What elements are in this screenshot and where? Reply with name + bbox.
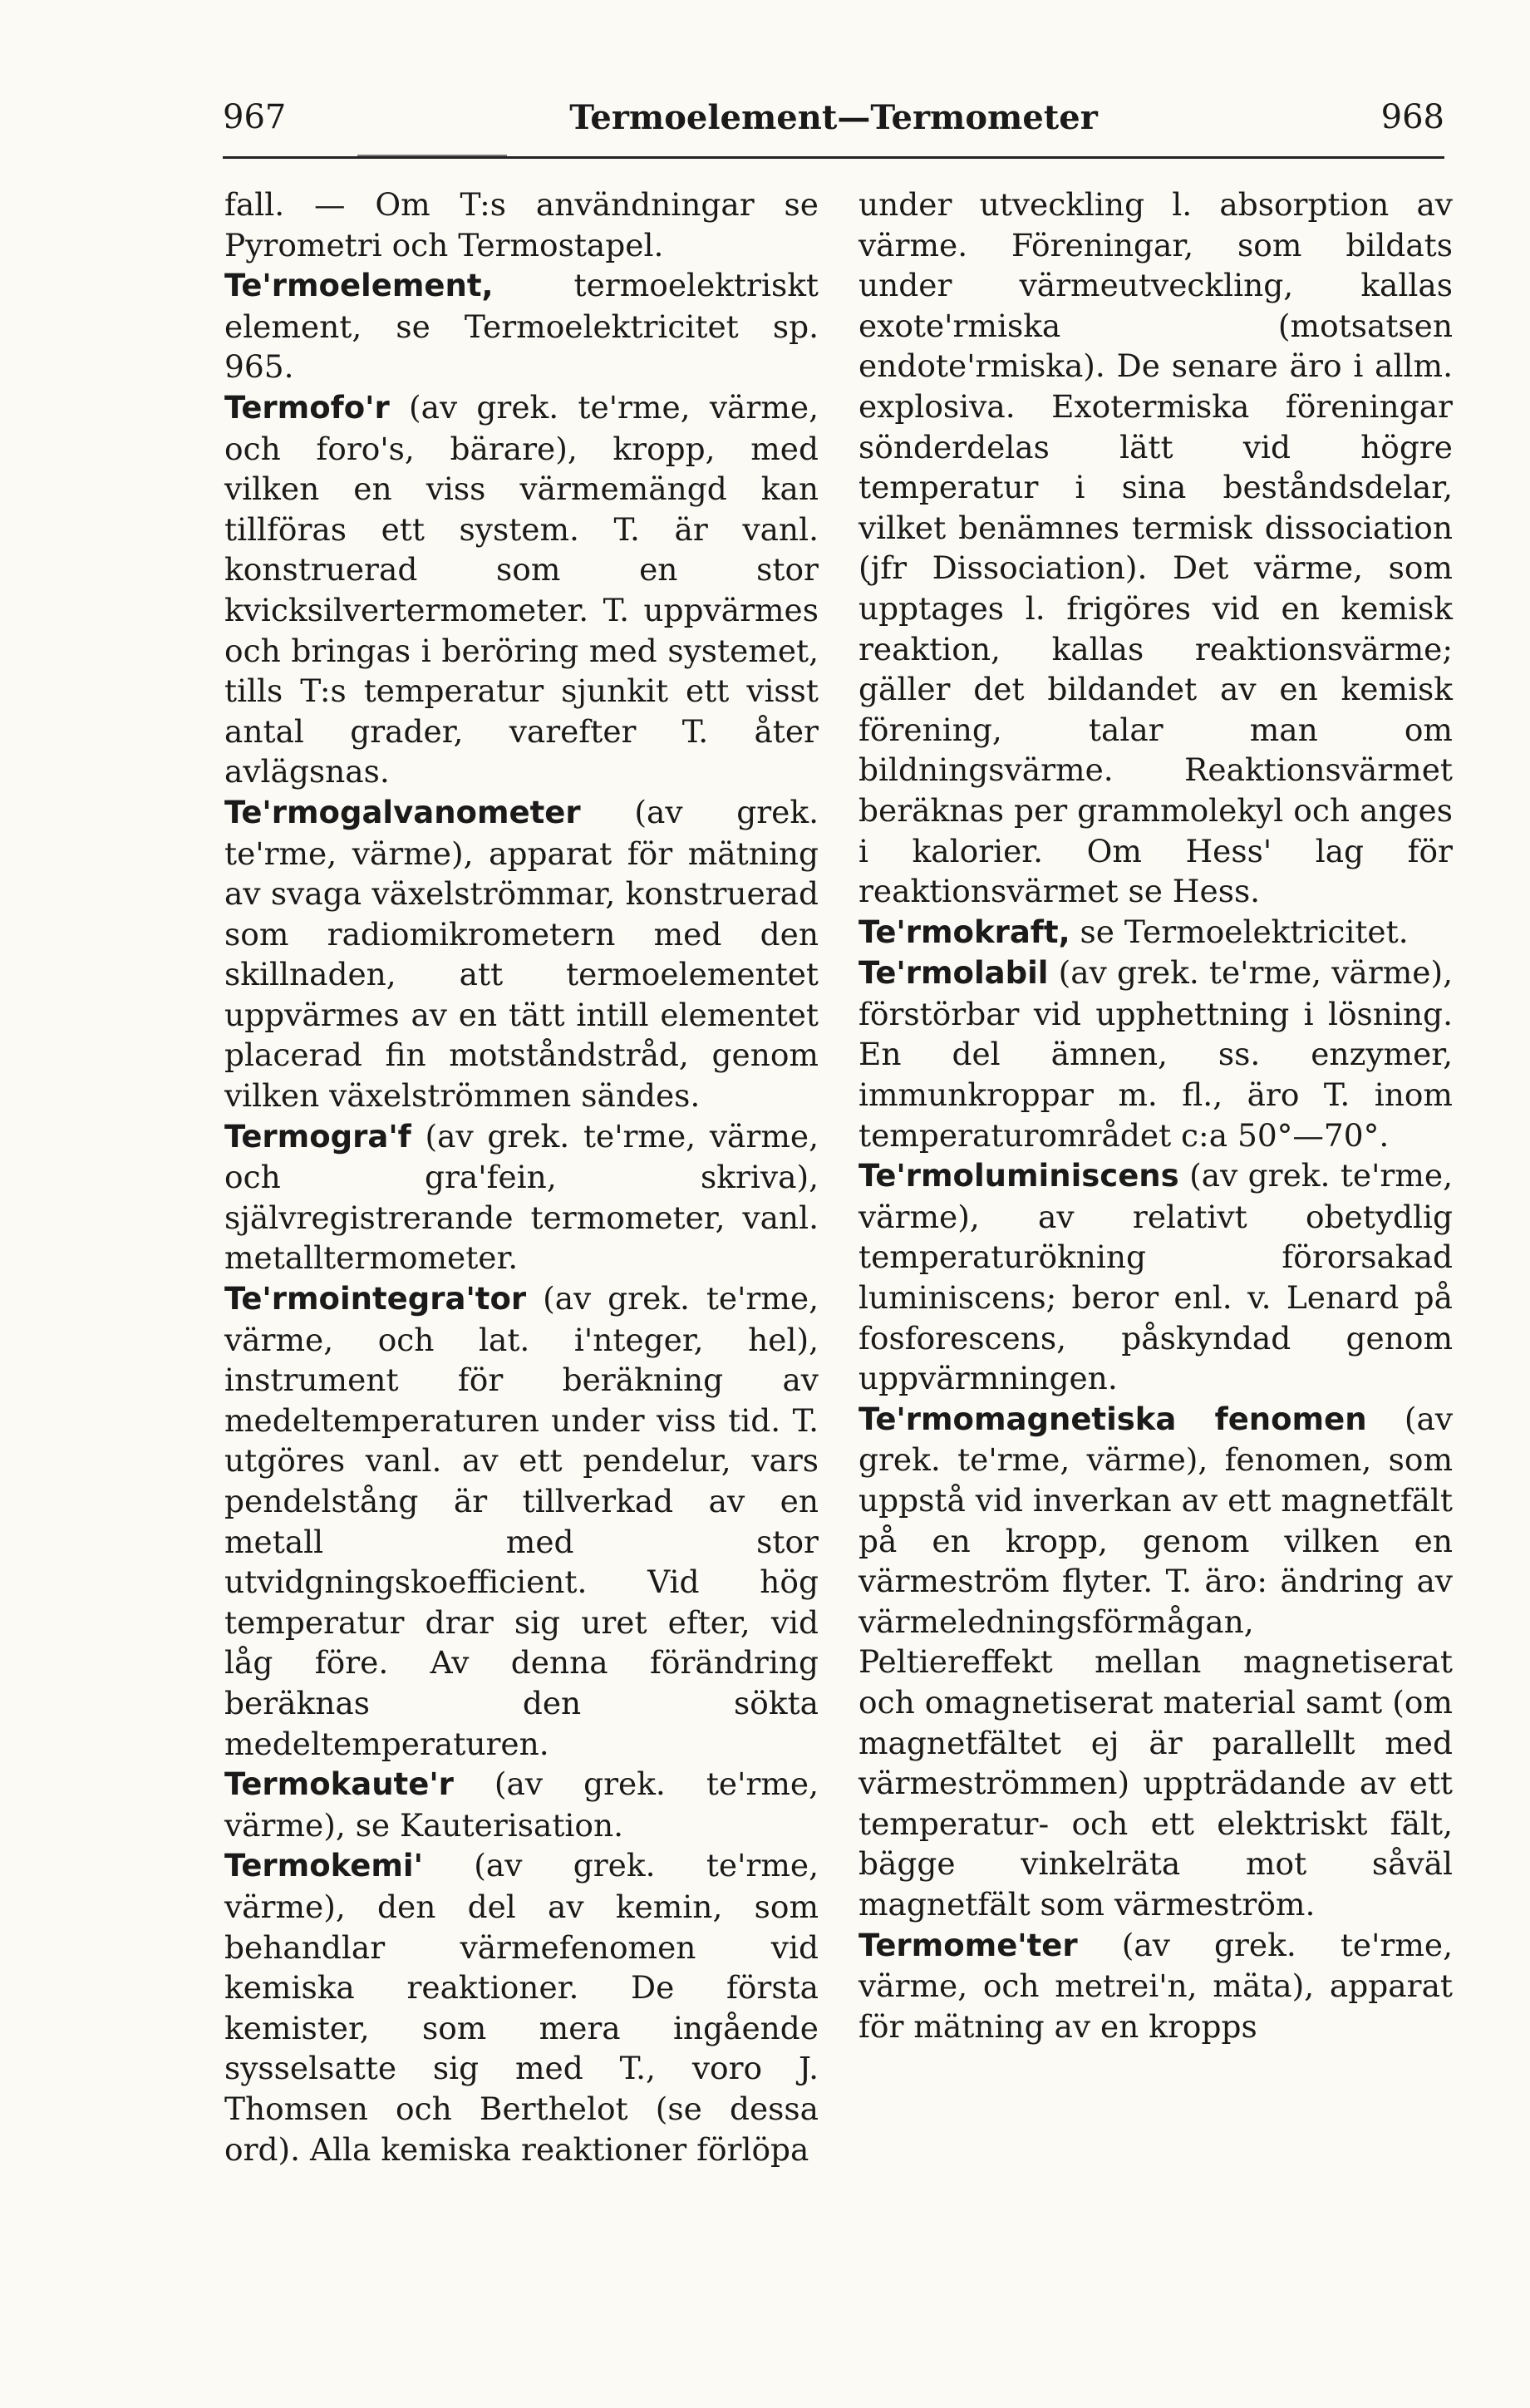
running-title: Termoelement—Termometer xyxy=(569,98,1098,137)
entry-termolabil xyxy=(858,953,1453,1155)
entry-headword: Te'rmomagnetiska fenomen xyxy=(858,1401,1367,1437)
entry-termokraft xyxy=(858,912,1453,953)
entry-text: se Termoelektricitet. xyxy=(1070,913,1409,950)
entry-text: (av grek. te'rme, värme), apparat för mätning av svaga växelströmmar, konstruerad som radiomikrometern med den skillnaden, att termoelementet uppvärmes av en tätt intill elementet placerad fin motståndstråd, genom vilken växelströmmen sändes. xyxy=(224,793,819,1115)
entry-termomagnetiska-fenomen xyxy=(858,1399,1453,1925)
entry-termokemi xyxy=(224,1845,819,2169)
entry-headword: Te'rmogalvanometer xyxy=(224,794,581,830)
entry-headword: Termome'ter xyxy=(858,1927,1078,1963)
entry-termoluminiscens xyxy=(858,1155,1453,1399)
entry-headword: Te'rmokraft, xyxy=(858,913,1070,950)
entry-text: (av grek. te'rme, värme), förstörbar vid upphettning i lösning. En del ämnen, ss. enzymer, immunkroppar m. fl., äro T. inom temperaturområdet c:a 50°—70°. xyxy=(858,954,1453,1154)
entry-termoelement xyxy=(224,265,819,387)
entry-text: (av grek. te'rme, värme), den del av kemin, som behandlar värmefenomen vid kemiska reaktioner. De första kemister, som mera ingående sysselsatte sig med T., voro J. Thomsen och Berthelot (se dessa ord). Alla kemiska reaktioner förlöpa xyxy=(224,1847,819,2168)
header-rule xyxy=(223,156,1444,159)
right-column xyxy=(858,185,1453,2046)
entry-termofor xyxy=(224,387,819,792)
right-column-lead: under utveckling l. absorption av värme. Föreningar, som bildats under värmeutveckling, kallas exote'rmiska (motsatsen endote'rmiska). De senare äro i allm. explosiva. Exotermiska föreningar sönderdelas lätt vid högre temperatur i sina beståndsdelar, vilket benämnes termisk dissociation (jfr Dissociation). Det värme, som upptages l. frigöres vid en kemisk reaktion, kallas reaktionsvärme; gäller det bildandet av en kemisk förening, talar man om bildningsvärme. Reaktionsvärmet beräknas per grammolekyl och anges i kalorier. Om Hess' lag för reaktionsvärmet se Hess. xyxy=(858,186,1453,910)
right-page-number: 968 xyxy=(1380,98,1444,136)
page-header xyxy=(223,98,1444,148)
entry-headword: Te'rmoelement, xyxy=(224,268,494,304)
left-page-number: 967 xyxy=(223,98,287,136)
entry-text: (av grek. te'rme, värme), fenomen, som uppstå vid inverkan av ett magnetfält på en kropp, genom vilken en värmeström flyter. T. äro: ändring av värmeledningsförmågan, Peltiereffekt mellan magnetiserat och omagnetiserat material samt (om magnetfältet ej är parallellt med värmeströmmen) uppträdande av ett temperatur- och ett elektriskt fält, bägge vinkelräta mot såväl magnetfält som värmeström. xyxy=(858,1400,1454,1923)
entry-headword: Termofo'r xyxy=(224,389,390,426)
entry-headword: Termokaute'r xyxy=(224,1766,454,1803)
entry-termokauter xyxy=(224,1764,819,1845)
entry-headword: Te'rmolabil xyxy=(858,955,1049,992)
entry-text: (av grek. te'rme, värme), se Kauterisation. xyxy=(224,1765,819,1844)
entry-headword: Te'rmoluminiscens xyxy=(858,1158,1179,1194)
entry-termointegrator xyxy=(224,1278,819,1764)
left-column-lead: fall. — Om T:s användningar se Pyrometri och Termostapel. xyxy=(224,186,819,263)
entry-text: (av grek. te'rme, värme, och lat. i'nteger, hel), instrument för beräkning av medeltemperaturen under viss tid. T. utgöres vanl. av ett pendelur, vars pendelstång är tillverkad av en metall med stor utvidgningskoefficient. Vid hög temperatur drar sig uret efter, vid låg före. Av denna förändring beräknas den sökta medeltemperaturen. xyxy=(224,1280,819,1762)
entry-headword: Termogra'f xyxy=(224,1118,411,1155)
entry-text: (av grek. te'rme, värme, och foro's, bärare), kropp, med vilken en viss värmemängd kan tillföras ett system. T. är vanl. konstruerad som en stor kvicksilvertermometer. T. uppvärmes och bringas i beröring med systemet, tills T:s temperatur sjunkit ett visst antal grader, varefter T. åter avlägsnas. xyxy=(224,388,819,790)
entry-text: (av grek. te'rme, värme, och gra'fein, skriva), självregistrerande termometer, vanl. metalltermometer. xyxy=(224,1117,819,1277)
entry-text: (av grek. te'rme, värme), av relativt obetydlig temperaturökning förorsakad luminiscens; beror enl. v. Lenard på fosforescens, påskyndad genom uppvärmningen. xyxy=(858,1157,1453,1397)
entry-headword: Termokemi' xyxy=(224,1848,423,1884)
entry-text: termoelektriskt element, se Termoelektricitet sp. 965. xyxy=(224,267,819,386)
header-rule-mark xyxy=(357,155,507,156)
left-column xyxy=(224,185,819,2169)
entry-termometer xyxy=(858,1925,1453,2047)
entry-text: (av grek. te'rme, värme, och metrei'n, mäta), apparat för mätning av en kropps xyxy=(858,1926,1453,2045)
entry-termogalvanometer xyxy=(224,792,819,1116)
entry-headword: Te'rmointegra'tor xyxy=(224,1281,527,1317)
entry-termograf xyxy=(224,1116,819,1278)
